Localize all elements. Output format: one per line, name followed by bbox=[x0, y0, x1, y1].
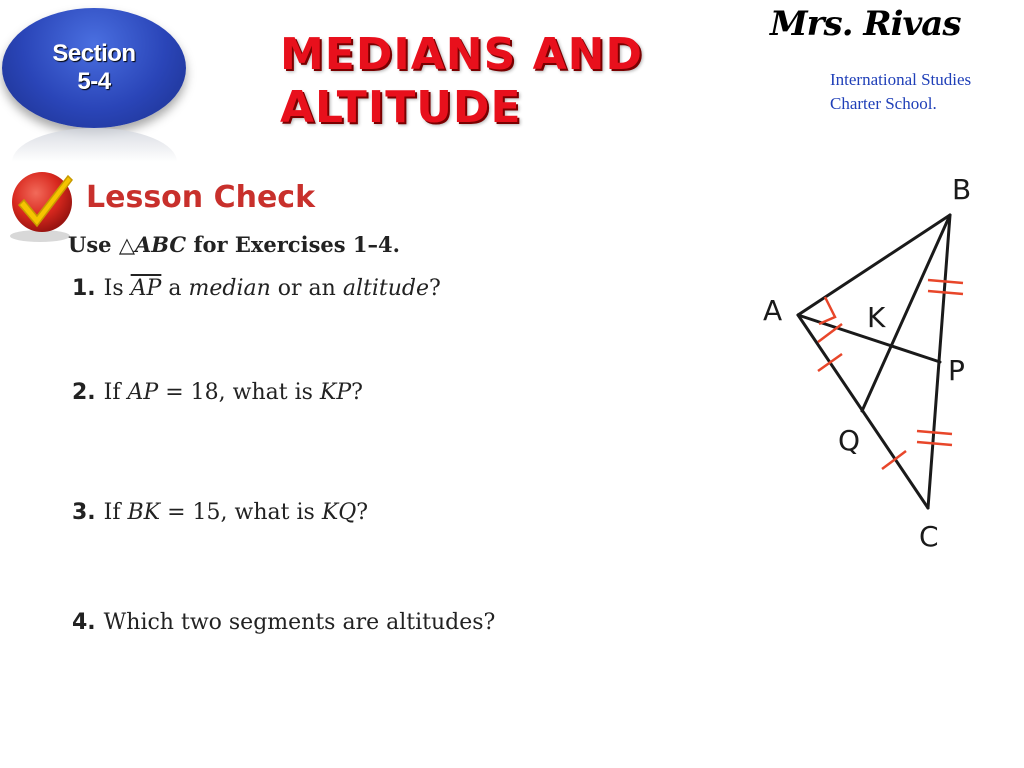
variable-bk: BK bbox=[127, 500, 161, 525]
vertex-label-a: A bbox=[763, 294, 783, 327]
intro-prefix: Use bbox=[68, 232, 112, 257]
exercise-number: 4. bbox=[72, 610, 96, 635]
double-tick-mark bbox=[917, 442, 952, 445]
double-tick-mark bbox=[917, 431, 952, 434]
section-badge-reflection bbox=[12, 128, 177, 162]
variable-kp: KP bbox=[319, 380, 352, 405]
exercise-intro bbox=[68, 232, 400, 257]
exercise-text: If bbox=[103, 380, 121, 405]
segment-ap: $\overline{AP}$ bbox=[130, 276, 162, 301]
exercise-text: ? bbox=[351, 380, 363, 405]
exercise-text: = 18, what is bbox=[165, 380, 313, 405]
exercise-text: Which two segments are altitudes? bbox=[103, 610, 496, 635]
exercise-text: If bbox=[103, 500, 121, 525]
section-badge-oval bbox=[2, 8, 186, 128]
point-label-p: P bbox=[948, 354, 965, 387]
exercise-2 bbox=[72, 380, 363, 405]
lesson-check-heading: Lesson Check bbox=[86, 180, 316, 215]
section-number: 5-4 bbox=[77, 68, 111, 95]
section-label: Section bbox=[52, 40, 136, 67]
exercise-text: Is bbox=[103, 276, 124, 301]
triangle-diagram bbox=[745, 165, 1005, 560]
vertex-label-c: C bbox=[919, 520, 939, 553]
author-name: Mrs. Rivas bbox=[770, 4, 961, 44]
double-tick-mark bbox=[928, 291, 963, 294]
school-name bbox=[830, 68, 1020, 116]
section-badge bbox=[0, 0, 200, 165]
school-line-1: International Studies bbox=[830, 70, 972, 89]
title-line-2: ALTITUDE bbox=[280, 82, 522, 133]
point-label-k: K bbox=[867, 301, 886, 334]
page-title bbox=[280, 28, 680, 134]
exercise-1 bbox=[72, 276, 441, 301]
exercise-text: a bbox=[168, 276, 182, 301]
point-label-q: Q bbox=[838, 424, 861, 457]
double-tick-mark bbox=[928, 280, 963, 283]
exercise-text: = 15, what is bbox=[167, 500, 315, 525]
variable-ap: AP bbox=[127, 380, 159, 405]
variable-kq: KQ bbox=[321, 500, 357, 525]
exercise-text: or an bbox=[277, 276, 336, 301]
title-line-1: MEDIANS AND bbox=[280, 29, 644, 80]
triangle-symbol: △ bbox=[118, 233, 135, 257]
exercise-text: ? bbox=[356, 500, 369, 525]
tick-mark bbox=[882, 451, 906, 469]
term-median: median bbox=[188, 276, 271, 301]
exercise-number: 3. bbox=[72, 500, 96, 525]
term-altitude: altitude bbox=[342, 276, 429, 301]
triangle-name: ABC bbox=[134, 232, 187, 257]
exercise-4 bbox=[72, 610, 495, 635]
tick-mark bbox=[818, 354, 842, 371]
exercise-number: 2. bbox=[72, 380, 96, 405]
school-line-2: Charter School. bbox=[830, 94, 937, 113]
vertex-label-b: B bbox=[952, 173, 972, 206]
exercise-3 bbox=[72, 500, 368, 525]
intro-suffix: for Exercises 1–4. bbox=[193, 232, 400, 257]
exercise-text: ? bbox=[428, 276, 441, 301]
exercise-number: 1. bbox=[72, 276, 96, 301]
